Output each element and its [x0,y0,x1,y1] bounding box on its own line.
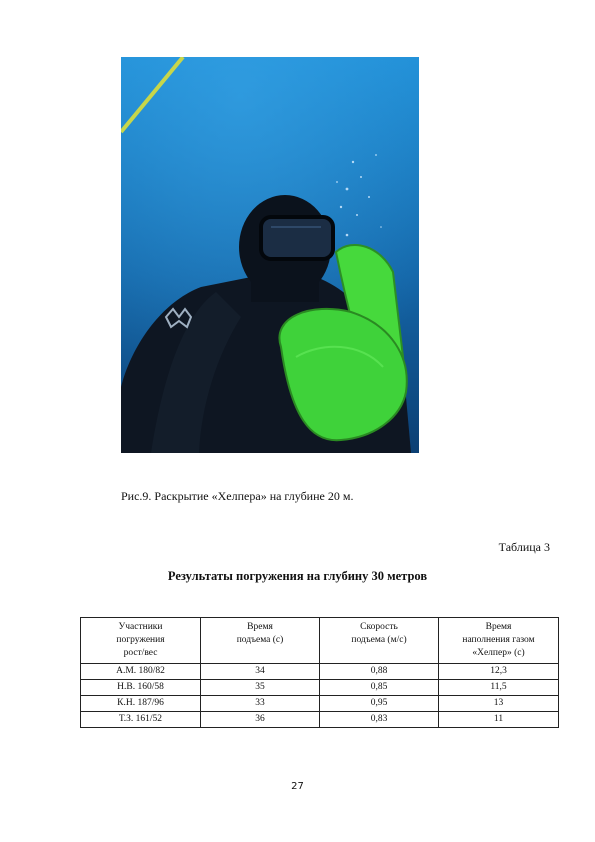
cell-participant: Т.З. 161/52 [81,712,201,728]
table-number-label: Таблица 3 [498,540,550,554]
figure-caption: Рис.9. Раскрытие «Хелпера» на глубине 20 м. [121,489,354,503]
table-row [81,696,559,712]
header-ascent-speed [320,618,439,664]
header-fill-time [439,618,559,664]
header-line: подъема (м/с) [351,635,407,645]
table-row [81,680,559,696]
cell-participant: А.М. 180/82 [81,664,201,680]
header-line: наполнения газом [462,635,535,645]
cell-fill-time: 13 [439,696,559,712]
cell-ascent-speed: 0,95 [320,696,439,712]
header-line: Время [247,622,273,632]
cell-ascent-time: 35 [201,680,320,696]
table-row [81,664,559,680]
underwater-photo [121,57,419,453]
header-line: подъема (с) [236,635,284,645]
page-number: 27 [291,781,304,792]
table-row [81,712,559,728]
cell-participant: Н.В. 160/58 [81,680,201,696]
cell-ascent-speed: 0,85 [320,680,439,696]
header-line: Участники [118,622,163,632]
diver-illustration [121,57,419,453]
cell-fill-time: 12,3 [439,664,559,680]
cell-ascent-speed: 0,88 [320,664,439,680]
header-participants [81,618,201,664]
cell-ascent-time: 36 [201,712,320,728]
cell-participant: К.Н. 187/96 [81,696,201,712]
header-ascent-time [201,618,320,664]
header-line: Скорость [360,622,398,632]
table-title: Результаты погружения на глубину 30 метров [167,569,428,583]
table-header-row [81,618,559,664]
results-table [80,617,559,728]
cell-ascent-time: 33 [201,696,320,712]
cell-ascent-time: 34 [201,664,320,680]
header-line: погружения [116,635,165,645]
header-line: «Хелпер» (с) [472,648,525,658]
header-line: рост/вес [123,648,158,658]
cell-fill-time: 11 [439,712,559,728]
header-line: Время [485,622,512,632]
cell-fill-time: 11,5 [439,680,559,696]
cell-ascent-speed: 0,83 [320,712,439,728]
